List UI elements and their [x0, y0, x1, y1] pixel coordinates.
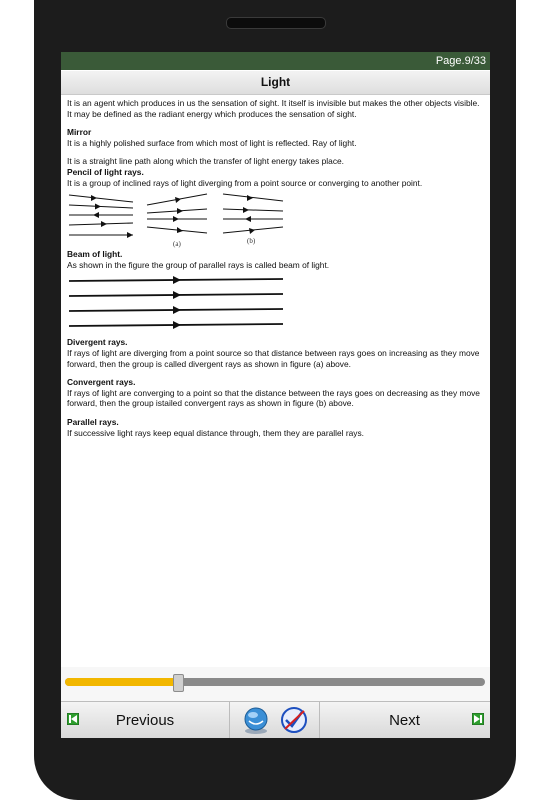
status-bar — [61, 52, 490, 70]
parallel-text: If successive light rays keep equal distance through, them they are parallel rays. — [67, 427, 365, 438]
bookmark-check-button[interactable] — [279, 705, 309, 735]
home-globe-icon — [241, 705, 271, 735]
intro-paragraph: It is an agent which produces in us the sensation of sight. It itself is invisible but makes the other objects visible. It may be defined as the radiant energy which produces the sensation of sight. — [67, 98, 480, 119]
bookmark-check-icon — [279, 705, 309, 735]
beam-heading: Beam of light. — [67, 249, 123, 260]
convergent-text: If rays of light are converging to a point so that the distance between the rays goes on decreasing as they move forward, then the group istailed convergent rays as shown in figure (b) above. — [67, 387, 480, 409]
first-page-icon — [67, 713, 79, 725]
mirror-text: It is a highly polished surface from which most of light is reflected. Ray of light. — [67, 137, 357, 148]
figure-label-a: (a) — [173, 240, 181, 249]
last-page-icon — [472, 713, 484, 725]
screen — [61, 52, 490, 738]
beam-text: As shown in the figure the group of parallel rays is called beam of light. — [67, 259, 330, 270]
pencil-heading: Pencil of light rays. — [67, 166, 144, 177]
parallel-heading: Parallel rays. — [67, 416, 119, 427]
bottom-nav-bar — [61, 701, 490, 738]
page-slider-area — [61, 667, 490, 701]
beam-figure — [67, 271, 287, 333]
speaker-grille — [226, 17, 326, 29]
title-bar — [61, 71, 490, 95]
page-title: Light — [260, 75, 291, 89]
home-button[interactable] — [241, 705, 271, 735]
figure-label-b: (b) — [247, 237, 256, 246]
divergent-text: If rays of light are diverging from a point source so that distance between rays goes on increasing as they move forward, then the group is called divergent rays as shown in figure (a) above. — [67, 347, 480, 369]
divergent-heading: Divergent rays. — [67, 337, 128, 348]
page-slider-track[interactable] — [65, 678, 485, 686]
article-content — [67, 98, 485, 438]
page-slider-fill — [65, 678, 178, 686]
nav-divider — [229, 702, 230, 738]
convergent-heading: Convergent rays. — [67, 377, 136, 388]
next-button[interactable] — [319, 702, 490, 738]
ray-text: It is a straight line path along which the transfer of light energy takes place. — [67, 156, 344, 167]
page-indicator: Page.9/33 — [435, 55, 486, 67]
previous-label: Previous — [115, 712, 175, 729]
mirror-heading: Mirror — [67, 127, 92, 138]
page-slider-thumb[interactable] — [173, 674, 184, 692]
previous-button[interactable] — [61, 702, 229, 738]
pencil-text: It is a group of inclined rays of light diverging from a point source or converging to another point. — [67, 177, 423, 188]
next-label: Next — [389, 712, 420, 729]
pencil-rays-figure — [67, 191, 287, 249]
